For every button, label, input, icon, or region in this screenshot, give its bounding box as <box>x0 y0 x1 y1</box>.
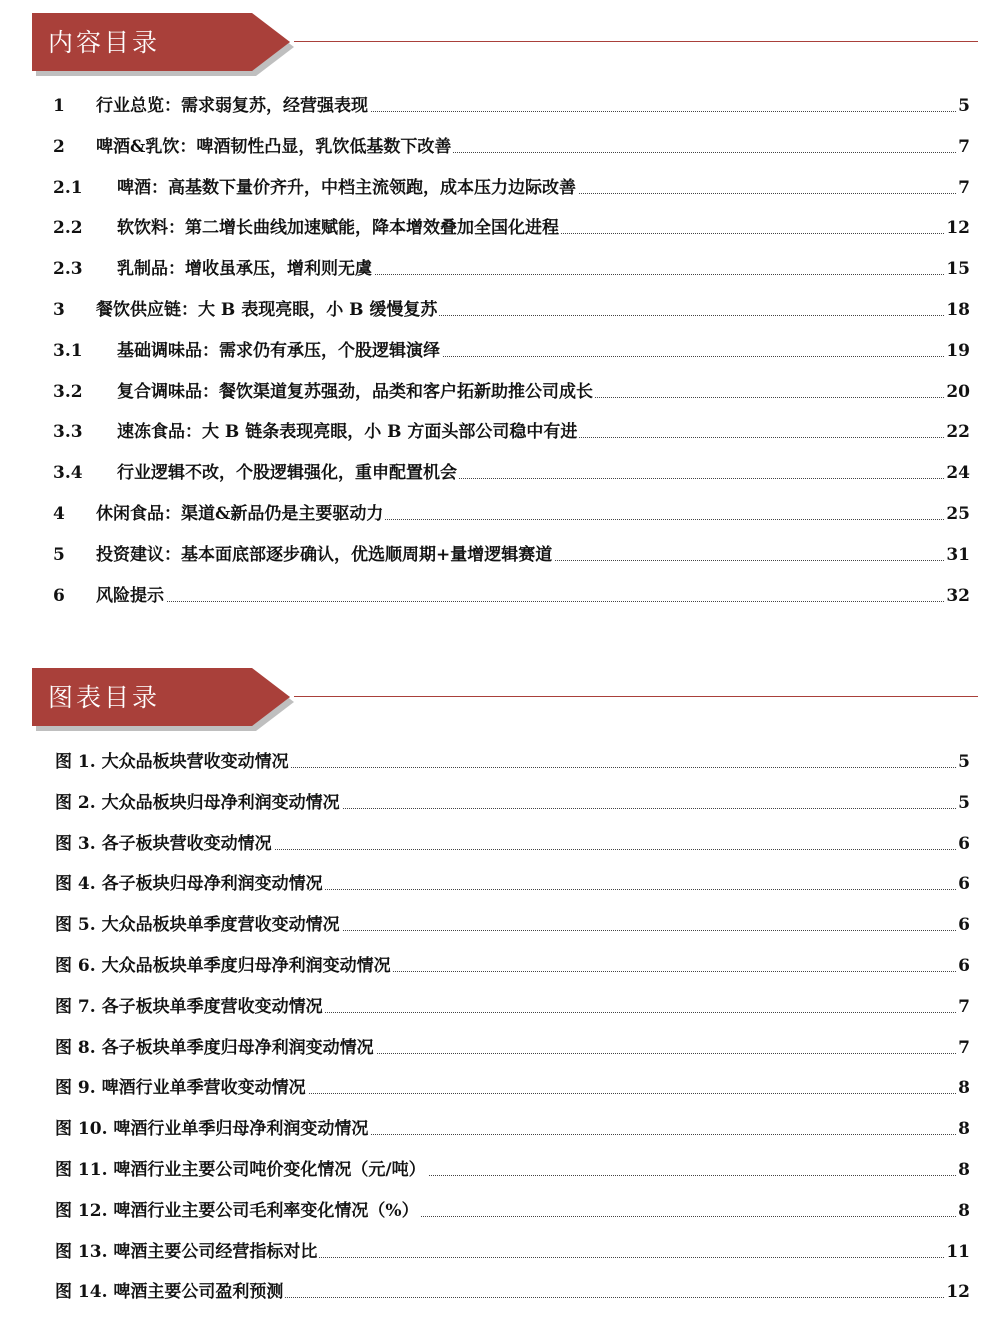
toc-entry-title[interactable]: 投资建议：基本面底部逐步确认，优选顺周期+量增逻辑赛道 <box>96 544 553 565</box>
toc-entry-number: 2.3 <box>53 259 83 280</box>
toc-entry-number: 3.1 <box>53 340 83 361</box>
page-number: 6 <box>958 915 970 936</box>
toc-entry-number: 2.1 <box>53 177 83 198</box>
figure-entry[interactable] <box>0 791 1008 815</box>
toc-entry-title[interactable]: 行业总览：需求弱复苏，经营强表现 <box>96 96 368 116</box>
figure-entry[interactable] <box>0 1240 1008 1264</box>
figure-entry-title[interactable]: 图 14. 啤酒主要公司盈利预测 <box>55 1282 284 1303</box>
toc-entry-title[interactable]: 复合调味品：餐饮渠道复苏强劲，品类和客户拓新助推公司成长 <box>117 381 593 402</box>
page-number: 15 <box>946 259 970 280</box>
figures-header <box>32 668 978 732</box>
toc-entry-title[interactable]: 啤酒：高基数下量价齐升，中档主流领跑，成本压力边际改善 <box>117 177 576 198</box>
toc-entry-number: 3.4 <box>53 463 83 484</box>
toc-entry-title[interactable]: 餐饮供应链：大 B 表现亮眼，小 B 缓慢复苏 <box>96 300 438 320</box>
figure-entry-title[interactable]: 图 7. 各子板块单季度营收变动情况 <box>55 996 323 1017</box>
toc-entry[interactable] <box>0 176 1008 200</box>
figure-entry[interactable] <box>0 995 1008 1019</box>
toc-entry[interactable] <box>0 135 1008 159</box>
page-number: 5 <box>958 792 970 813</box>
figure-entry[interactable] <box>0 750 1008 774</box>
page-number: 6 <box>958 956 970 976</box>
figure-entry[interactable] <box>0 832 1008 856</box>
page-number: 18 <box>946 300 970 320</box>
toc-entry-title[interactable]: 乳制品：增收虽承压，增利则无虞 <box>117 259 372 280</box>
figures-heading: 图表目录 <box>48 683 161 712</box>
toc-entry-number: 3.2 <box>53 381 83 402</box>
header-rule <box>294 41 978 42</box>
page-number: 31 <box>946 544 970 565</box>
toc-entry-title[interactable]: 软饮料：第二增长曲线加速赋能，降本增效叠加全国化进程 <box>117 218 559 239</box>
figure-entry[interactable] <box>0 1117 1008 1141</box>
toc-entry-title[interactable]: 休闲食品：渠道&新品仍是主要驱动力 <box>96 504 384 524</box>
page-number: 8 <box>958 1119 970 1140</box>
figure-entry-title[interactable]: 图 6. 大众品板块单季度归母净利润变动情况 <box>55 956 391 976</box>
page-number: 12 <box>946 1282 970 1303</box>
figure-entry[interactable] <box>0 954 1008 978</box>
figure-entry[interactable] <box>0 872 1008 896</box>
toc-entry[interactable] <box>0 461 1008 485</box>
toc-entry-number: 6 <box>53 585 65 606</box>
figure-entry[interactable] <box>0 1036 1008 1060</box>
figure-entry[interactable] <box>0 1158 1008 1182</box>
figure-entry-title[interactable]: 图 3. 各子板块营收变动情况 <box>55 833 272 854</box>
toc-entry[interactable] <box>0 584 1008 608</box>
page-number: 6 <box>958 874 970 895</box>
toc-entry-number: 3.3 <box>53 422 83 443</box>
page-number: 20 <box>946 381 970 402</box>
figure-entry-title[interactable]: 图 10. 啤酒行业单季归母净利润变动情况 <box>55 1119 369 1140</box>
figure-entry-title[interactable]: 图 1. 大众品板块营收变动情况 <box>55 752 289 772</box>
page-number: 22 <box>946 422 970 443</box>
dot-leader <box>96 601 968 602</box>
page-number: 6 <box>958 833 970 854</box>
toc-entry[interactable] <box>0 94 1008 118</box>
page-number: 5 <box>958 96 970 116</box>
figure-entry[interactable] <box>0 1076 1008 1100</box>
toc-entry[interactable] <box>0 339 1008 363</box>
toc-entry[interactable] <box>0 420 1008 444</box>
figure-entry-title[interactable]: 图 11. 啤酒行业主要公司吨价变化情况（元/吨） <box>55 1160 426 1180</box>
figure-entry-title[interactable]: 图 13. 啤酒主要公司经营指标对比 <box>55 1241 318 1262</box>
figure-entry-title[interactable]: 图 9. 啤酒行业单季营收变动情况 <box>55 1078 306 1099</box>
figure-entry[interactable] <box>0 913 1008 937</box>
header-rule <box>294 696 978 697</box>
figure-entry-title[interactable]: 图 2. 大众品板块归母净利润变动情况 <box>55 792 340 813</box>
toc-entry[interactable] <box>0 298 1008 322</box>
toc-entry[interactable] <box>0 216 1008 240</box>
figure-entry[interactable] <box>0 1280 1008 1304</box>
toc-entry-title[interactable]: 速冻食品：大 B 链条表现亮眼，小 B 方面头部公司稳中有进 <box>117 422 578 443</box>
toc-entry[interactable] <box>0 543 1008 567</box>
page-number: 7 <box>958 996 970 1017</box>
toc-entry-number: 2 <box>53 136 65 157</box>
page-number: 7 <box>958 1037 970 1058</box>
page-number: 11 <box>946 1241 970 1262</box>
page-number: 8 <box>958 1160 970 1180</box>
page-number: 32 <box>946 585 970 606</box>
toc-entry-number: 1 <box>53 96 65 116</box>
toc-entry[interactable] <box>0 502 1008 526</box>
page-number: 7 <box>958 136 970 157</box>
figure-entry-title[interactable]: 图 12. 啤酒行业主要公司毛利率变化情况（%） <box>55 1200 419 1221</box>
contents-heading: 内容目录 <box>48 28 161 57</box>
figure-entry-title[interactable]: 图 5. 大众品板块单季度营收变动情况 <box>55 915 340 936</box>
figure-entry-title[interactable]: 图 8. 各子板块单季度归母净利润变动情况 <box>55 1037 374 1058</box>
figure-entry[interactable] <box>0 1199 1008 1223</box>
toc-entry[interactable] <box>0 257 1008 281</box>
page-number: 8 <box>958 1200 970 1221</box>
toc-entry-title[interactable]: 风险提示 <box>96 585 164 606</box>
toc-entry-number: 2.2 <box>53 218 83 239</box>
toc-entry-title[interactable]: 啤酒&乳饮：啤酒韧性凸显，乳饮低基数下改善 <box>96 136 452 157</box>
page-number: 5 <box>958 752 970 772</box>
page-number: 25 <box>946 504 970 524</box>
toc-entry[interactable] <box>0 380 1008 404</box>
toc-entry-title[interactable]: 基础调味品：需求仍有承压，个股逻辑演绎 <box>117 340 440 361</box>
figure-entry-title[interactable]: 图 4. 各子板块归母净利润变动情况 <box>55 874 323 895</box>
toc-entry-number: 5 <box>53 544 65 565</box>
page-number: 24 <box>946 463 970 484</box>
contents-header <box>32 13 978 77</box>
page-number: 12 <box>946 218 970 239</box>
toc-entry-number: 4 <box>53 504 65 524</box>
toc-entry-number: 3 <box>53 300 65 320</box>
page-number: 8 <box>958 1078 970 1099</box>
toc-entry-title[interactable]: 行业逻辑不改，个股逻辑强化，重申配置机会 <box>117 463 457 484</box>
page-number: 19 <box>946 340 970 361</box>
page-number: 7 <box>958 177 970 198</box>
